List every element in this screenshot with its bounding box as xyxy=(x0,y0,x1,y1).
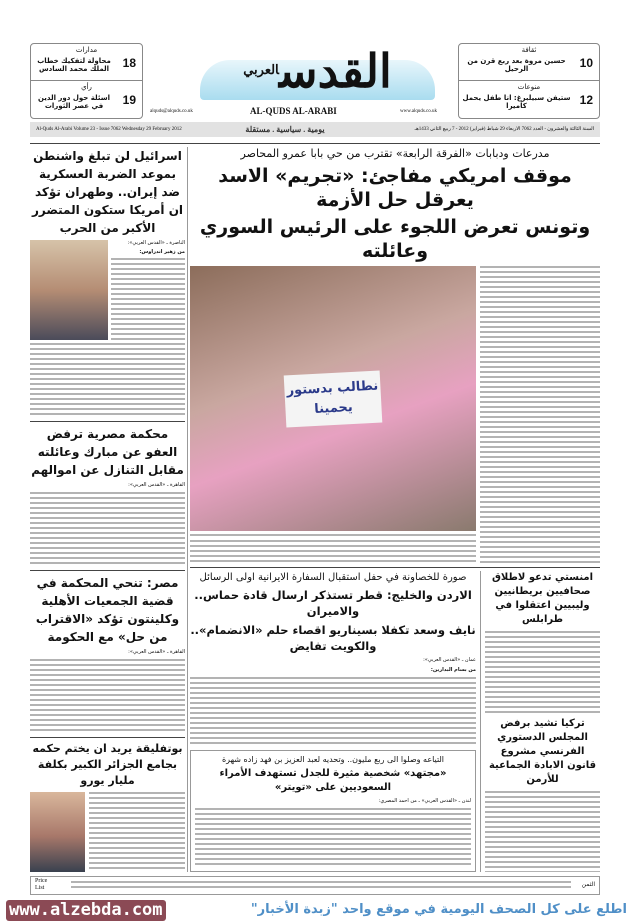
egypt-court-body xyxy=(30,492,185,567)
lead-headline[interactable]: موقف امريكي مفاجئ: «تجريم» الاسد يعرقل حل الأزمة xyxy=(218,165,572,211)
lead-subheadline[interactable]: وتونس تعرض اللجوء على الرئيس السوري وعائلته xyxy=(199,216,591,262)
left-story-headline[interactable]: اسرائيل لن تبلغ واشنطن بموعد الضربة العسكرية ضد إيران.. وطهران تؤكد ان أمريكا ستكون المتضرر الأكبر من الحرب xyxy=(31,149,184,235)
byline: القاهرة ـ «القدس العربي»: xyxy=(128,649,185,655)
divider xyxy=(30,143,600,144)
algeria-photo xyxy=(30,792,85,872)
algeria-block xyxy=(30,792,185,872)
divider xyxy=(30,570,185,571)
logo-arabic: القدس xyxy=(279,44,392,98)
divider xyxy=(190,567,600,568)
teaser[interactable] xyxy=(31,81,142,118)
egypt-ngo-body xyxy=(30,659,185,734)
saudi-kicker: التياعه وصلوا الى ربع مليون.. وتحديه لعبد العزيز بن فهد زاده شهرة xyxy=(221,755,445,764)
teaser-section: ثقافة xyxy=(521,46,537,54)
teaser-section: مدارات xyxy=(75,46,98,54)
teaser-headline: حسين مروة بعد ربع قرن من الرحيل xyxy=(467,57,566,73)
turkey-headline[interactable]: تركيا تشيد برفض المجلس الدستوري الفرنسي مشروع قانون الابادة الجماعية للأرمن xyxy=(488,717,597,785)
saudi-body xyxy=(195,808,471,868)
divider xyxy=(30,421,185,422)
price-label-ar: الثمن xyxy=(581,881,595,888)
teaser[interactable] xyxy=(459,81,599,118)
teaser[interactable] xyxy=(31,44,142,81)
dateline-en: Al-Quds Al-Arabi Volume 23 - Issue 7062 Wednesday 29 February 2012 xyxy=(36,126,182,132)
tagline: يومية . سياسية . مستقلة xyxy=(245,124,325,134)
algeria-body xyxy=(89,792,185,872)
gulf-column xyxy=(190,571,476,872)
gulf-kicker: صورة للخصاونة في حفل استقبال السفارة الايرانية اولى الرسائل xyxy=(199,572,467,583)
left-story-block xyxy=(30,240,185,340)
right-teasers xyxy=(458,43,600,119)
left-story-photo xyxy=(30,240,108,340)
egypt-court-headline[interactable]: محكمة مصرية ترفض العفو عن مبارك وعائلته مقابل التنازل عن اموالهم xyxy=(31,427,184,477)
teaser-page: 12 xyxy=(579,93,593,107)
gulf-body xyxy=(190,677,476,747)
dateline-strip xyxy=(30,122,600,137)
gulf-headline[interactable]: الاردن والخليج: قطر تستذكر ارسال قادة حماس.. والاميران xyxy=(194,588,472,618)
lead-row xyxy=(190,266,600,564)
left-story-body xyxy=(111,258,185,340)
price-values xyxy=(71,881,571,891)
masthead-logo xyxy=(190,40,445,104)
gulf-subheadline[interactable]: نايف وسعد تكفلا بسيناريو اقصاء حلم «الانضمام».. والكويت تفايض xyxy=(190,623,476,653)
teaser-page: 10 xyxy=(579,56,593,70)
teaser-headline: محاولة لتفكيك خطاب الملك محمد السادس xyxy=(37,57,111,73)
turkey-body xyxy=(485,791,600,873)
promo-banner[interactable] xyxy=(0,898,632,924)
byline: عمان ـ «القدس العربي»: xyxy=(423,657,476,663)
teaser-page: 18 xyxy=(122,56,136,70)
teaser-headline: اسئلة حول دور الدين في عصر الثورات xyxy=(37,94,111,110)
main-area xyxy=(190,147,600,872)
column-rule xyxy=(480,571,481,872)
amnesty-headline[interactable]: امنستي تدعو لاطلاق صحافيين بريطانيين وليبيين اعتقلوا في طرابلس xyxy=(491,572,594,625)
teaser[interactable] xyxy=(459,44,599,81)
protest-sign: نطالب بدستور يحمينا xyxy=(284,370,383,427)
lead-body-bottom xyxy=(190,540,476,564)
byline: لندن ـ «القدس العربي» ـ من احمد المصري: xyxy=(378,798,471,804)
amnesty-body xyxy=(485,631,600,713)
author: من زهير اندراوس: xyxy=(139,249,185,255)
price-label-en: Price List xyxy=(35,878,48,891)
algeria-headline[interactable]: بوتفليقة يريد ان يختم حكمه بجامع الجزائر الكبير بكلفة مليار يورو xyxy=(32,742,183,787)
byline: الناصرة ـ «القدس العربي»: xyxy=(127,240,185,246)
lead-photo xyxy=(190,266,476,531)
lead-kicker: مدرعات ودبابات «الفرقة الرابعة» تقترب من حي بابا عمرو المحاصر xyxy=(240,147,550,160)
banner-url[interactable]: www.alzebda.com xyxy=(6,900,166,921)
left-teasers xyxy=(30,43,143,119)
left-column xyxy=(30,147,185,872)
right-column xyxy=(485,571,600,872)
banner-slogan: اطلع على كل الصحف اليومية في موقع واحد "زبدة الأخبار" xyxy=(250,902,627,917)
byline: القاهرة ـ «القدس العربي»: xyxy=(128,482,185,488)
saudi-story-box xyxy=(190,750,476,872)
price-list xyxy=(30,876,600,895)
website: www.alquds.co.uk xyxy=(400,109,438,114)
email: alquds@alquds.co.uk xyxy=(150,109,193,114)
logo-arabic-sub: العربي xyxy=(243,63,280,78)
divider xyxy=(30,737,185,738)
logo-english: AL-QUDS AL-ARABI xyxy=(250,106,337,116)
column-rule xyxy=(187,147,188,872)
photo-caption xyxy=(190,534,476,537)
egypt-ngo-headline[interactable]: مصر: تنحي المحكمة في قضية الجمعيات الأهلية وكلينتون تؤكد «الاقتراب من حل» مع الحكومة xyxy=(35,576,180,644)
teaser-headline: ستيفن سبيلبرغ: انا طفل يحمل كاميرا xyxy=(462,94,571,110)
author: من بسام البدارين: xyxy=(430,667,476,673)
lower-area xyxy=(190,571,600,872)
saudi-headline[interactable]: «مجتهد» شخصية مثيرة للجدل تستهدف الأمراء السعوديين على «تويتر» xyxy=(219,768,447,793)
teaser-section: رأي xyxy=(81,83,92,91)
left-story-body-2 xyxy=(30,343,185,418)
lead-body-right xyxy=(480,266,600,564)
dateline-ar: السنة الثالثة والعشرون - العدد 7062 الاربعاء 29 شباط (فبراير) 2012 - 7 ربيع الثاني 1433هـ xyxy=(414,126,594,132)
teaser-section: منوعات xyxy=(517,83,541,91)
teaser-page: 19 xyxy=(122,93,136,107)
